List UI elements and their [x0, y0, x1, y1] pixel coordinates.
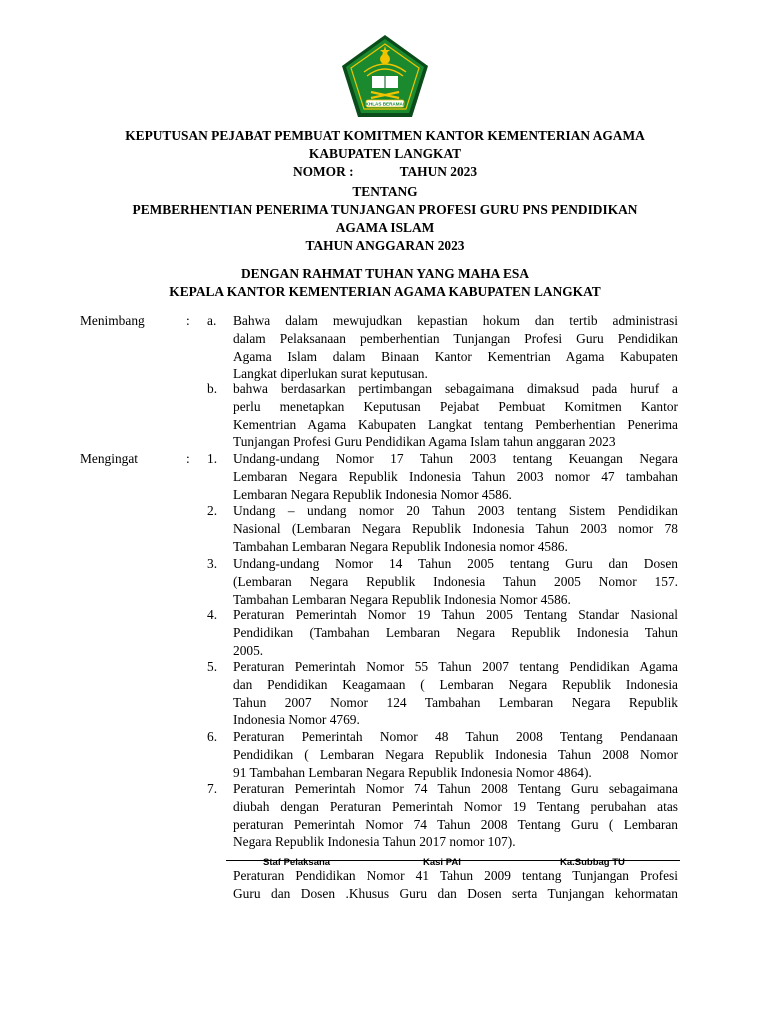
text-line: Langkat diperlukan surat keputusan. [233, 366, 428, 382]
text-line: bahwa berdasarkan pertimbangan sebagaimana dimaksud pada huruf a [233, 381, 678, 396]
text-line: Nasional (Lembaran Negara Republik Indonesia Tahun 2003 nomor 78 [233, 520, 678, 536]
title-line-1: KEPUTUSAN PEJABAT PEMBUAT KOMITMEN KANTOR KEMENTERIAN AGAMA [125, 128, 645, 143]
subject-line-1: PEMBERHENTIAN PENERIMA TUNJANGAN PROFESI GURU PNS PENDIDIKAN [132, 202, 638, 217]
tentang-heading: TENTANG [352, 184, 418, 199]
text-line: Undang – undang nomor 20 Tahun 2003 tentang Sistem Pendidikan [233, 503, 678, 518]
item-text [233, 380, 678, 451]
item-text [233, 606, 678, 659]
mengingat-label: Mengingat [80, 451, 139, 466]
subject-line-3: TAHUN ANGGARAN 2023 [305, 238, 465, 253]
item-number: 3. [207, 556, 218, 571]
mengingat-colon: : [186, 451, 190, 466]
item-number: b. [207, 381, 218, 396]
document-title [60, 127, 710, 181]
item-number: 2. [207, 503, 218, 518]
nomor-row [60, 163, 710, 181]
text-line: Agama Islam dalam Binaan Kantor Kementrian Agama Kabupaten [233, 348, 678, 364]
item-number: 1. [207, 451, 218, 466]
kepala-line: KEPALA KANTOR KEMENTERIAN AGAMA KABUPATEN LANGKAT [169, 284, 601, 299]
item-text [233, 867, 678, 903]
item-text [233, 450, 678, 503]
text-line: Bahwa dalam mewujudkan kepastian hokum dan tertib administrasi [233, 313, 678, 328]
item-number: 6. [207, 729, 218, 744]
text-line: Negara Republik Indonesia Tahun 2017 nomor 107). [233, 834, 516, 850]
text-line: 2005. [233, 642, 264, 658]
preamble-block [60, 265, 710, 301]
item-text [233, 728, 678, 781]
text-line: dan Pendidikan Keagamaan ( Lembaran Negara Republik Indonesia [233, 676, 678, 692]
text-line: Peraturan Pemerintah Nomor 55 Tahun 2007 tentang Pendidikan Agama [233, 659, 678, 674]
text-line: Peraturan Pendidikan Nomor 41 Tahun 2009 tentang Tunjangan Profesi [233, 868, 678, 883]
staf-pelaksana-label: Staf Pelaksana [263, 857, 331, 868]
subject-line-2: AGAMA ISLAM [335, 220, 435, 235]
item-text [233, 312, 678, 383]
text-line: Kementrian Agama Kabupaten Langkat tentang Pemberhentian Penerima [233, 416, 678, 432]
item-text [233, 658, 678, 729]
item-text [233, 502, 678, 555]
text-line: Indonesia Nomor 4769. [233, 712, 360, 728]
text-line: Undang-undang Nomor 14 Tahun 2005 tentang Guru dan Dosen [233, 556, 678, 571]
rahmat-line: DENGAN RAHMAT TUHAN YANG MAHA ESA [240, 266, 530, 281]
item-text [233, 555, 678, 608]
text-line: Pendidikan ( Lembaran Negara Republik Indonesia Tahun 2008 Nomor [233, 746, 678, 762]
text-line: Pendidikan (Tambahan Lembaran Negara Republik Indonesia Tahun [233, 624, 678, 640]
item-text [233, 780, 678, 851]
text-line: Lembaran Negara Republik Indonesia Nomor 4586. [233, 486, 512, 502]
nomor-year: TAHUN 2023 [399, 164, 478, 179]
text-line: peraturan Pemerintah Nomor 74 Tahun 2008 Tentang Guru ( Lembaran [233, 816, 678, 832]
kemenag-logo-icon [339, 32, 431, 120]
text-line: Undang-undang Nomor 17 Tahun 2003 tentang Keuangan Negara [233, 451, 678, 466]
item-number: a. [207, 313, 217, 328]
kasi-pai-label: Kasi PAI [423, 857, 461, 868]
text-line: diubah dengan Peraturan Pemerintah Nomor 19 Tentang perubahan atas [233, 798, 678, 814]
text-line: Peraturan Pemerintah Nomor 19 Tahun 2005 Tentang Standar Nasional [233, 607, 678, 622]
text-line: dalam Pelaksanaan pemberhentian Tunjangan Profesi Guru Pendidikan [233, 330, 678, 346]
text-line: Tambahan Lembaran Negara Republik Indonesia nomor 4586. [233, 538, 568, 554]
item-number: 5. [207, 659, 218, 674]
menimbang-label: Menimbang [80, 313, 145, 328]
text-line: Lembaran Negara Republik Indonesia Tahun 2003 nomor 47 tambahan [233, 468, 678, 484]
text-line: Tambahan Lembaran Negara Republik Indonesia Nomor 4586. [233, 591, 571, 607]
text-line: Tunjangan Profesi Guru Pendidikan Agama Islam tahun anggaran 2023 [233, 434, 616, 450]
menimbang-colon: : [186, 313, 190, 328]
text-line: Tahun 2007 Nomor 124 Tambahan Lembaran Negara Republik [233, 694, 678, 710]
item-number: 7. [207, 781, 218, 796]
item-number: 4. [207, 607, 218, 622]
text-line: Guru dan Dosen .Khusus Guru dan Dosen serta Tunjangan kehormatan [233, 885, 678, 901]
text-line: Peraturan Pemerintah Nomor 74 Tahun 2008 Tentang Guru sebagaimana [233, 781, 678, 796]
title-line-2: KABUPATEN LANGKAT [308, 146, 462, 161]
text-line: (Lembaran Negara Republik Indonesia Tahun 2005 Nomor 157. [233, 573, 678, 589]
text-line: 91 Tambahan Lembaran Negara Republik Indonesia Nomor 4864). [233, 764, 592, 780]
subject-block [60, 183, 710, 255]
logo-motto: IKHLAS BERAMAL [364, 101, 406, 107]
text-line: Peraturan Pemerintah Nomor 48 Tahun 2008 Tentang Pendanaan [233, 729, 678, 744]
kasubbag-tu-label: Ka.Subbag TU [560, 857, 625, 868]
text-line: perlu menetapkan Keputusan Pejabat Pembuat Komitmen Kantor [233, 398, 678, 414]
nomor-label: NOMOR : [292, 164, 354, 179]
